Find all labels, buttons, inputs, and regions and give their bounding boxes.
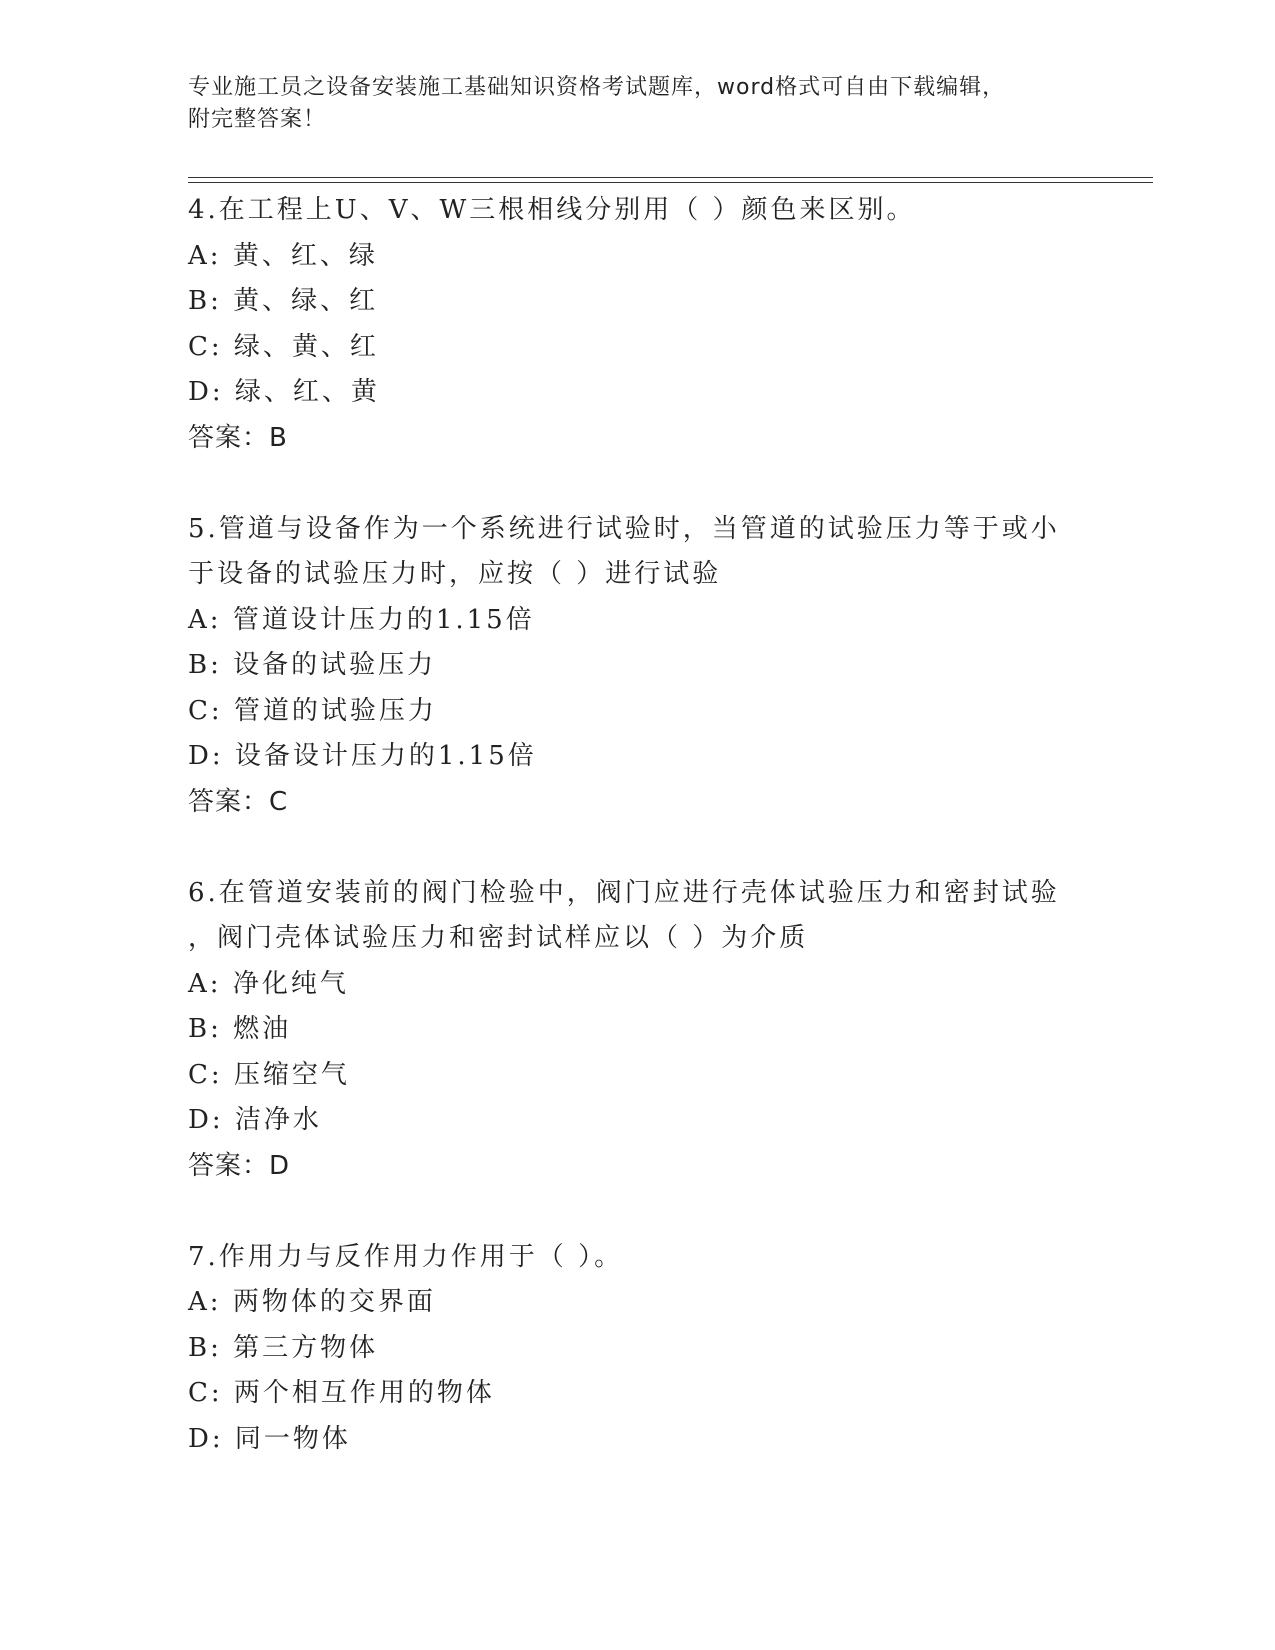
question-text: 于设备的试验压力时，应按（ ）进行试验 <box>188 559 722 589</box>
option-text: 管道的试验压力 <box>233 695 437 726</box>
option-key: C: <box>188 1378 223 1408</box>
option-item <box>188 1007 1088 1053</box>
option-text: 洁净水 <box>234 1105 322 1135</box>
question-text: ，阀门壳体试验压力和密封试样应以（ ）为介质 <box>188 923 809 953</box>
option-key: D: <box>188 1105 224 1135</box>
option-item <box>188 598 1088 644</box>
option-item <box>188 1053 1088 1099</box>
question-text: 6.在管道安装前的阀门检验中，阀门应进行壳体试验压力和密封试验 <box>188 877 1060 908</box>
answer-label: 答案：B <box>188 422 288 453</box>
option-key: A: <box>188 240 222 271</box>
question-list <box>188 188 1088 1462</box>
option-item <box>188 1371 1088 1417</box>
option-text: 两物体的交界面 <box>232 1287 436 1317</box>
option-key: D: <box>188 741 224 771</box>
option-item <box>188 1417 1088 1463</box>
header-line-1: 专业施工员之设备安装施工基础知识资格考试题库，word格式可自由下载编辑， <box>188 75 1006 100</box>
question-block <box>188 188 1088 507</box>
option-text: 设备设计压力的1.15倍 <box>234 741 537 771</box>
option-text: 第三方物体 <box>233 1332 379 1363</box>
question-spacer <box>188 825 1088 871</box>
option-text: 净化纯气 <box>232 968 349 999</box>
option-item <box>188 689 1088 735</box>
header-divider-top <box>188 177 1153 178</box>
header-divider-bottom <box>188 182 1153 183</box>
option-text: 压缩空气 <box>233 1059 350 1090</box>
option-text: 两个相互作用的物体 <box>233 1378 495 1408</box>
option-text: 燃油 <box>233 1014 292 1044</box>
option-item <box>188 734 1088 780</box>
option-item <box>188 643 1088 689</box>
question-spacer <box>188 1189 1088 1235</box>
question-block <box>188 1235 1088 1463</box>
question-text: 7.作用力与反作用力作用于（ ）。 <box>188 1241 624 1272</box>
option-text: 绿、黄、红 <box>233 331 379 362</box>
option-text: 黄、红、绿 <box>232 240 378 271</box>
option-key: B: <box>188 1332 222 1363</box>
option-item <box>188 962 1088 1008</box>
option-key: B: <box>188 650 222 680</box>
option-key: A: <box>188 968 222 999</box>
option-item <box>188 1098 1088 1144</box>
option-item <box>188 279 1088 325</box>
option-item <box>188 325 1088 371</box>
question-spacer <box>188 461 1088 507</box>
question-block <box>188 507 1088 871</box>
option-key: B: <box>188 1014 222 1044</box>
option-key: D: <box>188 1423 224 1454</box>
option-item <box>188 1326 1088 1372</box>
option-key: B: <box>188 286 222 316</box>
option-text: 同一物体 <box>234 1423 351 1454</box>
option-text: 设备的试验压力 <box>233 650 437 680</box>
question-text: 5.管道与设备作为一个系统进行试验时，当管道的试验压力等于或小 <box>188 513 1060 544</box>
option-key: D: <box>188 377 224 407</box>
option-text: 管道设计压力的1.15倍 <box>232 604 535 635</box>
option-text: 绿、红、黄 <box>234 377 380 407</box>
option-key: C: <box>188 695 223 726</box>
option-item <box>188 370 1088 416</box>
question-text: 4.在工程上U、V、W三根相线分别用（ ）颜色来区别。 <box>188 195 916 225</box>
document-header <box>188 72 1088 136</box>
header-line-2: 附完整答案！ <box>188 107 327 132</box>
question-block <box>188 871 1088 1235</box>
option-item <box>188 1280 1088 1326</box>
option-text: 黄、绿、红 <box>233 286 379 316</box>
option-key: C: <box>188 1059 223 1090</box>
option-key: C: <box>188 331 223 362</box>
option-key: A: <box>188 1287 222 1317</box>
option-key: A: <box>188 604 222 635</box>
answer-label: 答案：C <box>188 786 289 817</box>
answer-label: 答案：D <box>188 1150 291 1181</box>
option-item <box>188 234 1088 280</box>
